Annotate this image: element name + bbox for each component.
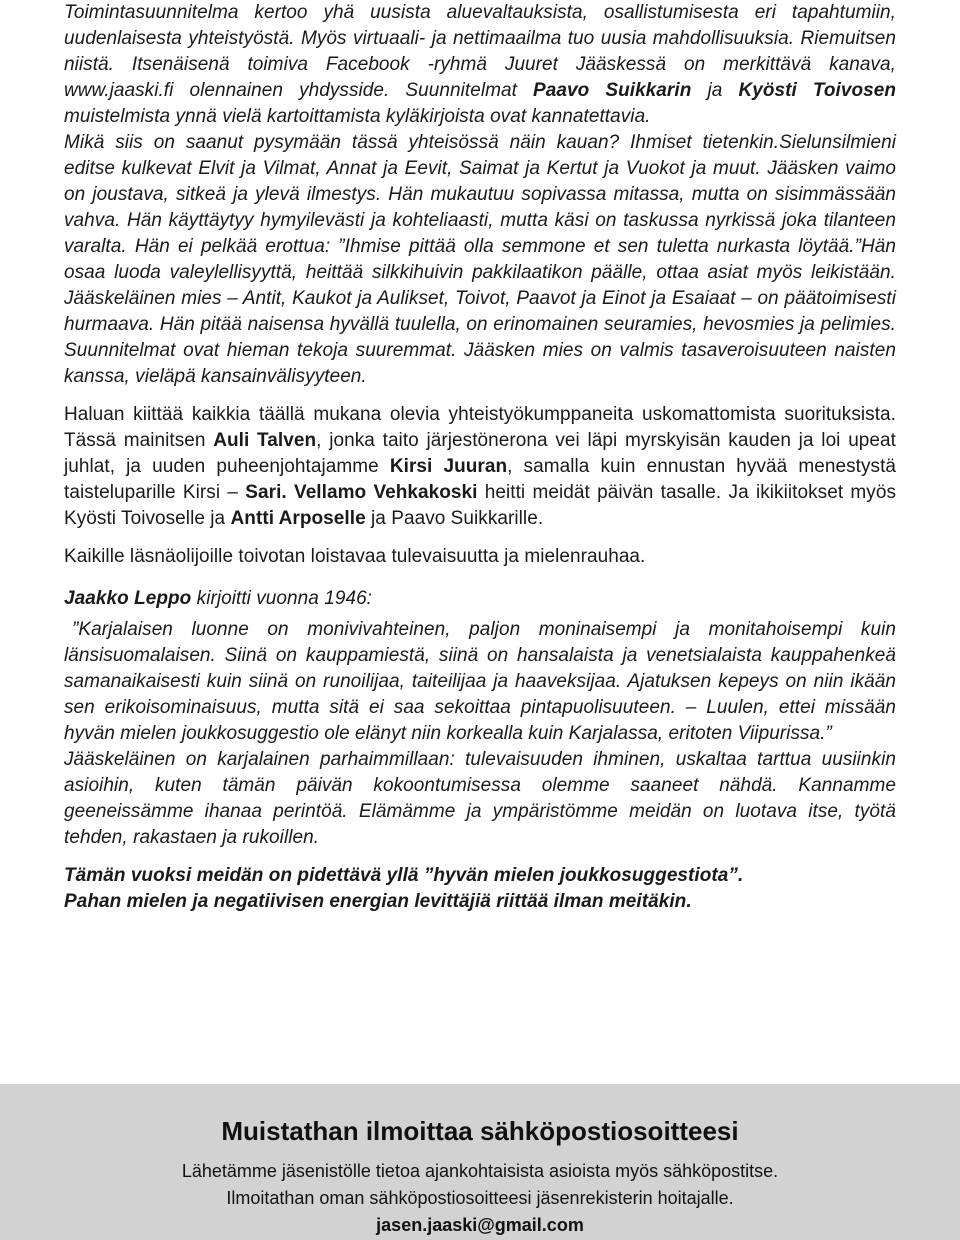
- notice-title: Muistathan ilmoittaa sähköpostiosoitteesi: [221, 1116, 739, 1146]
- text-segment: muistelmista ynnä vielä kartoittamista kyläkirjoista ovat kannatettavia.: [64, 106, 651, 127]
- person-name: Auli Talven: [213, 430, 317, 451]
- closing-line: Tämän vuoksi meidän on pidettävä yllä ”hyvän mielen joukkosuggestiota”.: [64, 865, 744, 886]
- email-notice-box: [0, 1084, 960, 1240]
- text-segment: Haluan kiittää kaikkia täällä mukana olevia yhteistyökumppaneita uskomattomista suorituksista. Tässä mainitsen: [64, 404, 896, 451]
- quote-attribution: [64, 586, 896, 612]
- text-segment: Sielunsilmieni editse kulkevat Elvit ja Vilmat, Annat ja Eevit, Saimat ja Kertut ja Vuokot ja muut. Jääsken vaimo on joustava, sitkeä ja ylevä ilmestys. Hän mukautuu sopivassa mitassa, mutta on sisimmässään vahva. Hän käyttäytyy hymyilevästi ja kohteliaasti, mutta käsi on taskussa nyrkissä joka tilanteen varalta. Hän ei pelkää erottua: ”Ihmise pittää olla semmone et sen tuletta nurkasta löytää.”Hän osaa luoda valeylellisyyttä, heittää silkkihuivin pakkilaatikon päälle, ottaa asiat myös leikistään. Jääskeläinen mies – Antit, Kaukot ja Aulikset, Toivot, Paavot ja Einot ja Esaiaat – on päätoimisesti hurmaava. Hän pitää naisensa hyvällä tuulella, on erinomainen seuramies, hevosmies ja pelimies. Suunnitelmat ovat hieman tekoja suuremmat. Jääsken mies on valmis tasaveroisuuteen naisten kanssa, vieläpä kansainvälisyyteen.: [64, 132, 896, 387]
- author-name: Jaakko Leppo: [64, 588, 192, 609]
- paragraph-intro: [64, 0, 896, 390]
- person-name: Antti Arposelle: [230, 508, 366, 529]
- contact-email: jasen.jaaski@gmail.com: [376, 1215, 584, 1235]
- person-name: Kyösti Toivosen: [738, 80, 897, 101]
- paragraph-thanks: [64, 402, 896, 532]
- text-segment: , samalla kuin ennustan hyvää menestystä taisteluparille Kirsi –: [64, 456, 897, 503]
- paragraph-conclusion: Jääskeläinen on karjalainen parhaimmillaan: tulevaisuuden ihminen, uskaltaa tarttua uusiinkin asioihin, kuten tämän päivän kokoontumisessa olemme saaneet nähdä. Kannamme geeneissämme ihanaa perintöä. Elämämme ja ympäristömme meidän on luotava itse, työtä tehden, rakastaen ja rukoillen.: [64, 749, 896, 848]
- closing-line: Pahan mielen ja negatiivisen energian levittäjiä riittää ilman meitäkin.: [64, 891, 692, 912]
- text-segment: ja Paavo Suikkarille.: [365, 508, 544, 529]
- text-segment: ja: [691, 80, 739, 101]
- text-segment: , jonka taito järjestönerona vei läpi myrskyisän kauden ja loi upeat juhlat, ja uuden puheenjohtajamme: [64, 430, 896, 477]
- paragraph-wishes: Kaikille läsnäolijoille toivotan loistavaa tulevaisuutta ja mielenrauhaa.: [64, 546, 646, 567]
- text-segment: kirjoitti vuonna 1946:: [191, 588, 373, 609]
- person-name: Sari. Vellamo Vehkakoski: [245, 482, 478, 503]
- person-name: Paavo Suikkarin: [533, 80, 692, 101]
- notice-line: Ilmoitathan oman sähköpostiosoitteesi jäsenrekisterin hoitajalle.: [226, 1188, 734, 1208]
- text-segment: Toimintasuunnitelma kertoo yhä uusista aluevaltauksista, osallistumisesta eri tapahtumiin, uudenlaisesta yhteistyöstä. Myös virtuaali- ja nettimaailma tuo uusia mahdollisuuksia. Riemuitsen niistä. Itsenäisenä toimiva Facebook -ryhmä Juuret Jääskessä on merkittävä kanava, www.jaaski.fi olennainen yhdysside. Suunnitelmat: [64, 2, 896, 101]
- closing-statement: [64, 863, 896, 915]
- article-body: [64, 0, 896, 915]
- person-name: Kirsi Juuran: [389, 456, 508, 477]
- text-segment: Mikä siis on saanut pysymään tässä yhteisössä näin kauan? Ihmiset tietenkin.: [64, 132, 780, 153]
- notice-line: Lähetämme jäsenistölle tietoa ajankohtaisista asioista myös sähköpostitse.: [181, 1161, 779, 1181]
- text-segment: heitti meidät päivän tasalle. Ja ikikiitokset myös Kyösti Toivoselle ja: [64, 482, 897, 529]
- quote-block: ”Karjalaisen luonne on monivivahteinen, paljon moninaisempi ja monitahoisempi kuin länsisuomalaisen. Siinä on kauppamiestä, siinä on hansalaista ja venetsialaista kauppahenkeä samanaikaisesti kuin siinä on runoilijaa, taiteilijaa ja haaveksijaa. Ajatuksen kepeys on niin ikään sen erikoisominaisuus, mutta sitä ei saa sekoittaa pintapuolisuuteen. – Luulen, ettei missään hyvän mielen joukkosuggestio ole elänyt niin korkealla kuin Karjalassa, eritoten Viipurissa.”: [64, 619, 896, 744]
